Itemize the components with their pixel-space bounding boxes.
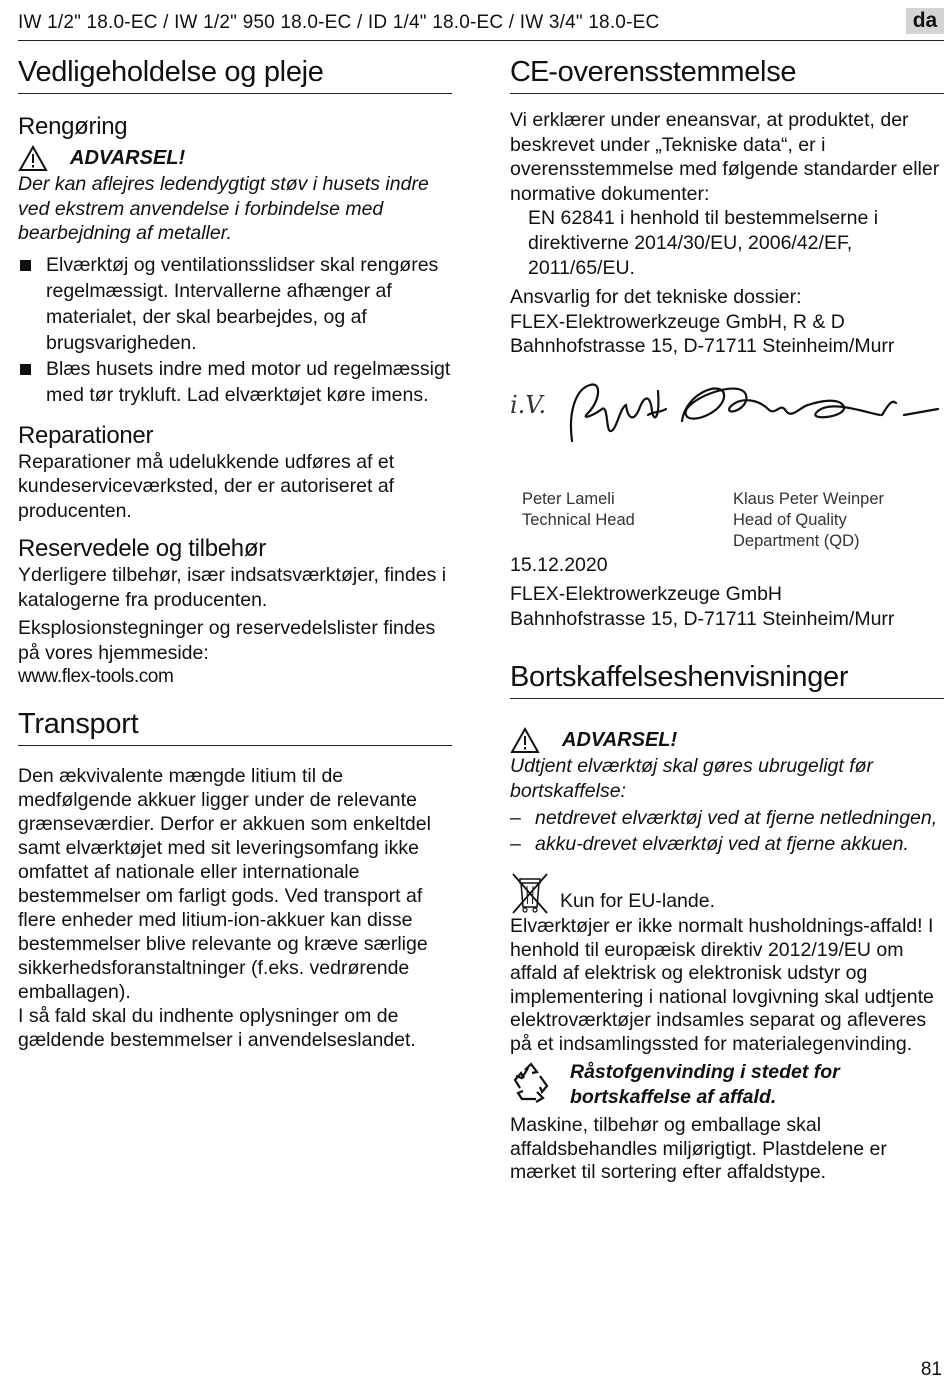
signature-block [510,371,944,551]
eu-only-text: Kun for EU-lande. [560,890,716,912]
transport-title: Transport [18,708,452,746]
recycling-title: Råstofgenvinding i stedet for bortskaffelse af affald. [570,1061,840,1108]
conformity-title: CE-overensstemmelse [510,56,944,94]
responsible-company: FLEX-Elektrowerkzeuge GmbH, R & D [510,310,845,333]
transport-text-1: Den ækvivalente mængde litium til de medfølgende akkuer ligger under de relevante grænseværdier. Derfor er akkuen som enkeltdel samt elværktøjet med sit leveringsomfang ikke omfattet af nationale eller internationale bestemmelser om farligt gods. Ved transport af flere enheder med litium-ion-akkuer kan disse bestemmelser blive relevante og kræve særlige sikkerhedsforanstaltninger (f.eks. vedrørende emballagen). [18,764,431,1003]
responsible-label: Ansvarlig for det tekniske dossier: [510,286,802,308]
company-address: Bahnhofstrasse 15, D-71711 Steinheim/Murr [510,607,895,630]
signature-prefix: i.V. [510,390,547,419]
left-column [18,56,452,1052]
repairs-text: Reparationer må udelukkende udføres af et kundeserviceværksted, der er autoriseret af producenten. [18,450,395,522]
disposal-warning-text: Udtjent elværktøj skal gøres ubrugeligt før bortskaffelse: [510,755,874,802]
cleaning-warning [18,145,452,172]
page-number: 81 [920,1359,942,1380]
list-item: – netdrevet elværktøj ved at fjerne netledningen, [510,807,938,829]
weee-text: Elværktøjer er ikke normalt husholdnings-affald! I henhold til europæisk direktiv 2012/19/EU om affald af elektrisk og elektronisk udstyr og implementering i national lovgivning skal udtjente elektroværktøjer indsamles separat og afleveres på et indsamlingssted for materialegenvinding. [510,915,934,1055]
recycling-text: Maskine, tilbehør og emballage skal affaldsbehandles miljørigtigt. Plastdelene er mærket til sortering efter affaldstype. [510,1114,887,1183]
list-item: Elværktøj og ventilationsslidser skal rengøres regelmæssigt. Intervallerne afhænger af materialet, der skal bearbejdes, og af brugsvarigheden. [18,252,452,356]
cleaning-title: Rengøring [18,113,128,140]
declaration-date: 15.12.2020 [510,553,608,576]
disposal-list [510,805,944,857]
ce-mark: CE [510,56,549,88]
cleaning-list [18,252,452,408]
list-item: – akku-drevet elværktøj ved at fjerne akkuen. [510,833,909,855]
signer-1: Peter Lameli Technical Head [522,489,635,529]
disposal-title: Bortskaffelseshenvisninger [510,661,944,699]
cleaning-warning-text: Der kan aflejres ledendygtigt støv i husets indre ved ekstrem anvendelse i forbindelse med bearbejdning af metaller. [18,173,429,244]
conformity-standards: EN 62841 i henhold til bestemmelserne i direktiverne 2014/30/EU, 2006/42/EF, 2011/65/EU. [528,207,879,279]
list-item: Blæs husets indre med motor ud regelmæssigt med tør trykluft. Lad elværktøjet køre imens. [18,356,452,408]
recycling-row [510,1060,944,1110]
right-column [510,56,944,1185]
signer-2: Klaus Peter Weinper Head of Quality Department (QD) [733,489,885,550]
spares-title: Reservedele og tilbehør [18,535,266,562]
disposal-warning-label: ADVARSEL! [562,729,678,751]
square-bullet-icon [20,364,31,375]
square-bullet-icon [20,260,31,271]
warning-icon [18,145,48,172]
disposal-warning [510,727,944,754]
dash-bullet-icon: – [510,833,521,855]
crossed-bin-icon [510,871,550,915]
warning-icon [510,727,540,754]
company-name: FLEX-Elektrowerkzeuge GmbH [510,583,783,605]
dash-bullet-icon: – [510,807,521,829]
header-title: IW 1/2" 18.0-EC / IW 1/2" 950 18.0-EC / ID 1/4" 18.0-EC / IW 3/4" 18.0-EC [18,12,660,33]
page-header [18,8,944,41]
spares-text-1: Yderligere tilbehør, især indsatsværktøjer, findes i katalogerne fra producenten. [18,564,447,611]
spares-text-2: Eksplosionstegninger og reservedelslister findes på vores hjemmeside: [18,617,436,664]
signature-image [510,371,944,471]
transport-text-2: I så fald skal du indhente oplysninger om de gældende bestemmelser i anvendelseslandet. [18,1004,416,1051]
website-link[interactable]: www.flex-tools.com [18,666,174,687]
recycling-icon [510,1062,552,1104]
conformity-text: Vi erklærer under eneansvar, at produktet, der beskrevet under „Tekniske data“, er i overensstemmelse med følgende standarder eller normative dokumenter: [510,109,940,205]
cleaning-warning-label: ADVARSEL! [70,147,186,169]
eu-only-row [510,871,944,915]
responsible-address: Bahnhofstrasse 15, D-71711 Steinheim/Murr [510,335,895,357]
repairs-title: Reparationer [18,421,154,449]
language-badge: da [906,8,944,34]
maintenance-title: Vedligeholdelse og pleje [18,56,452,94]
